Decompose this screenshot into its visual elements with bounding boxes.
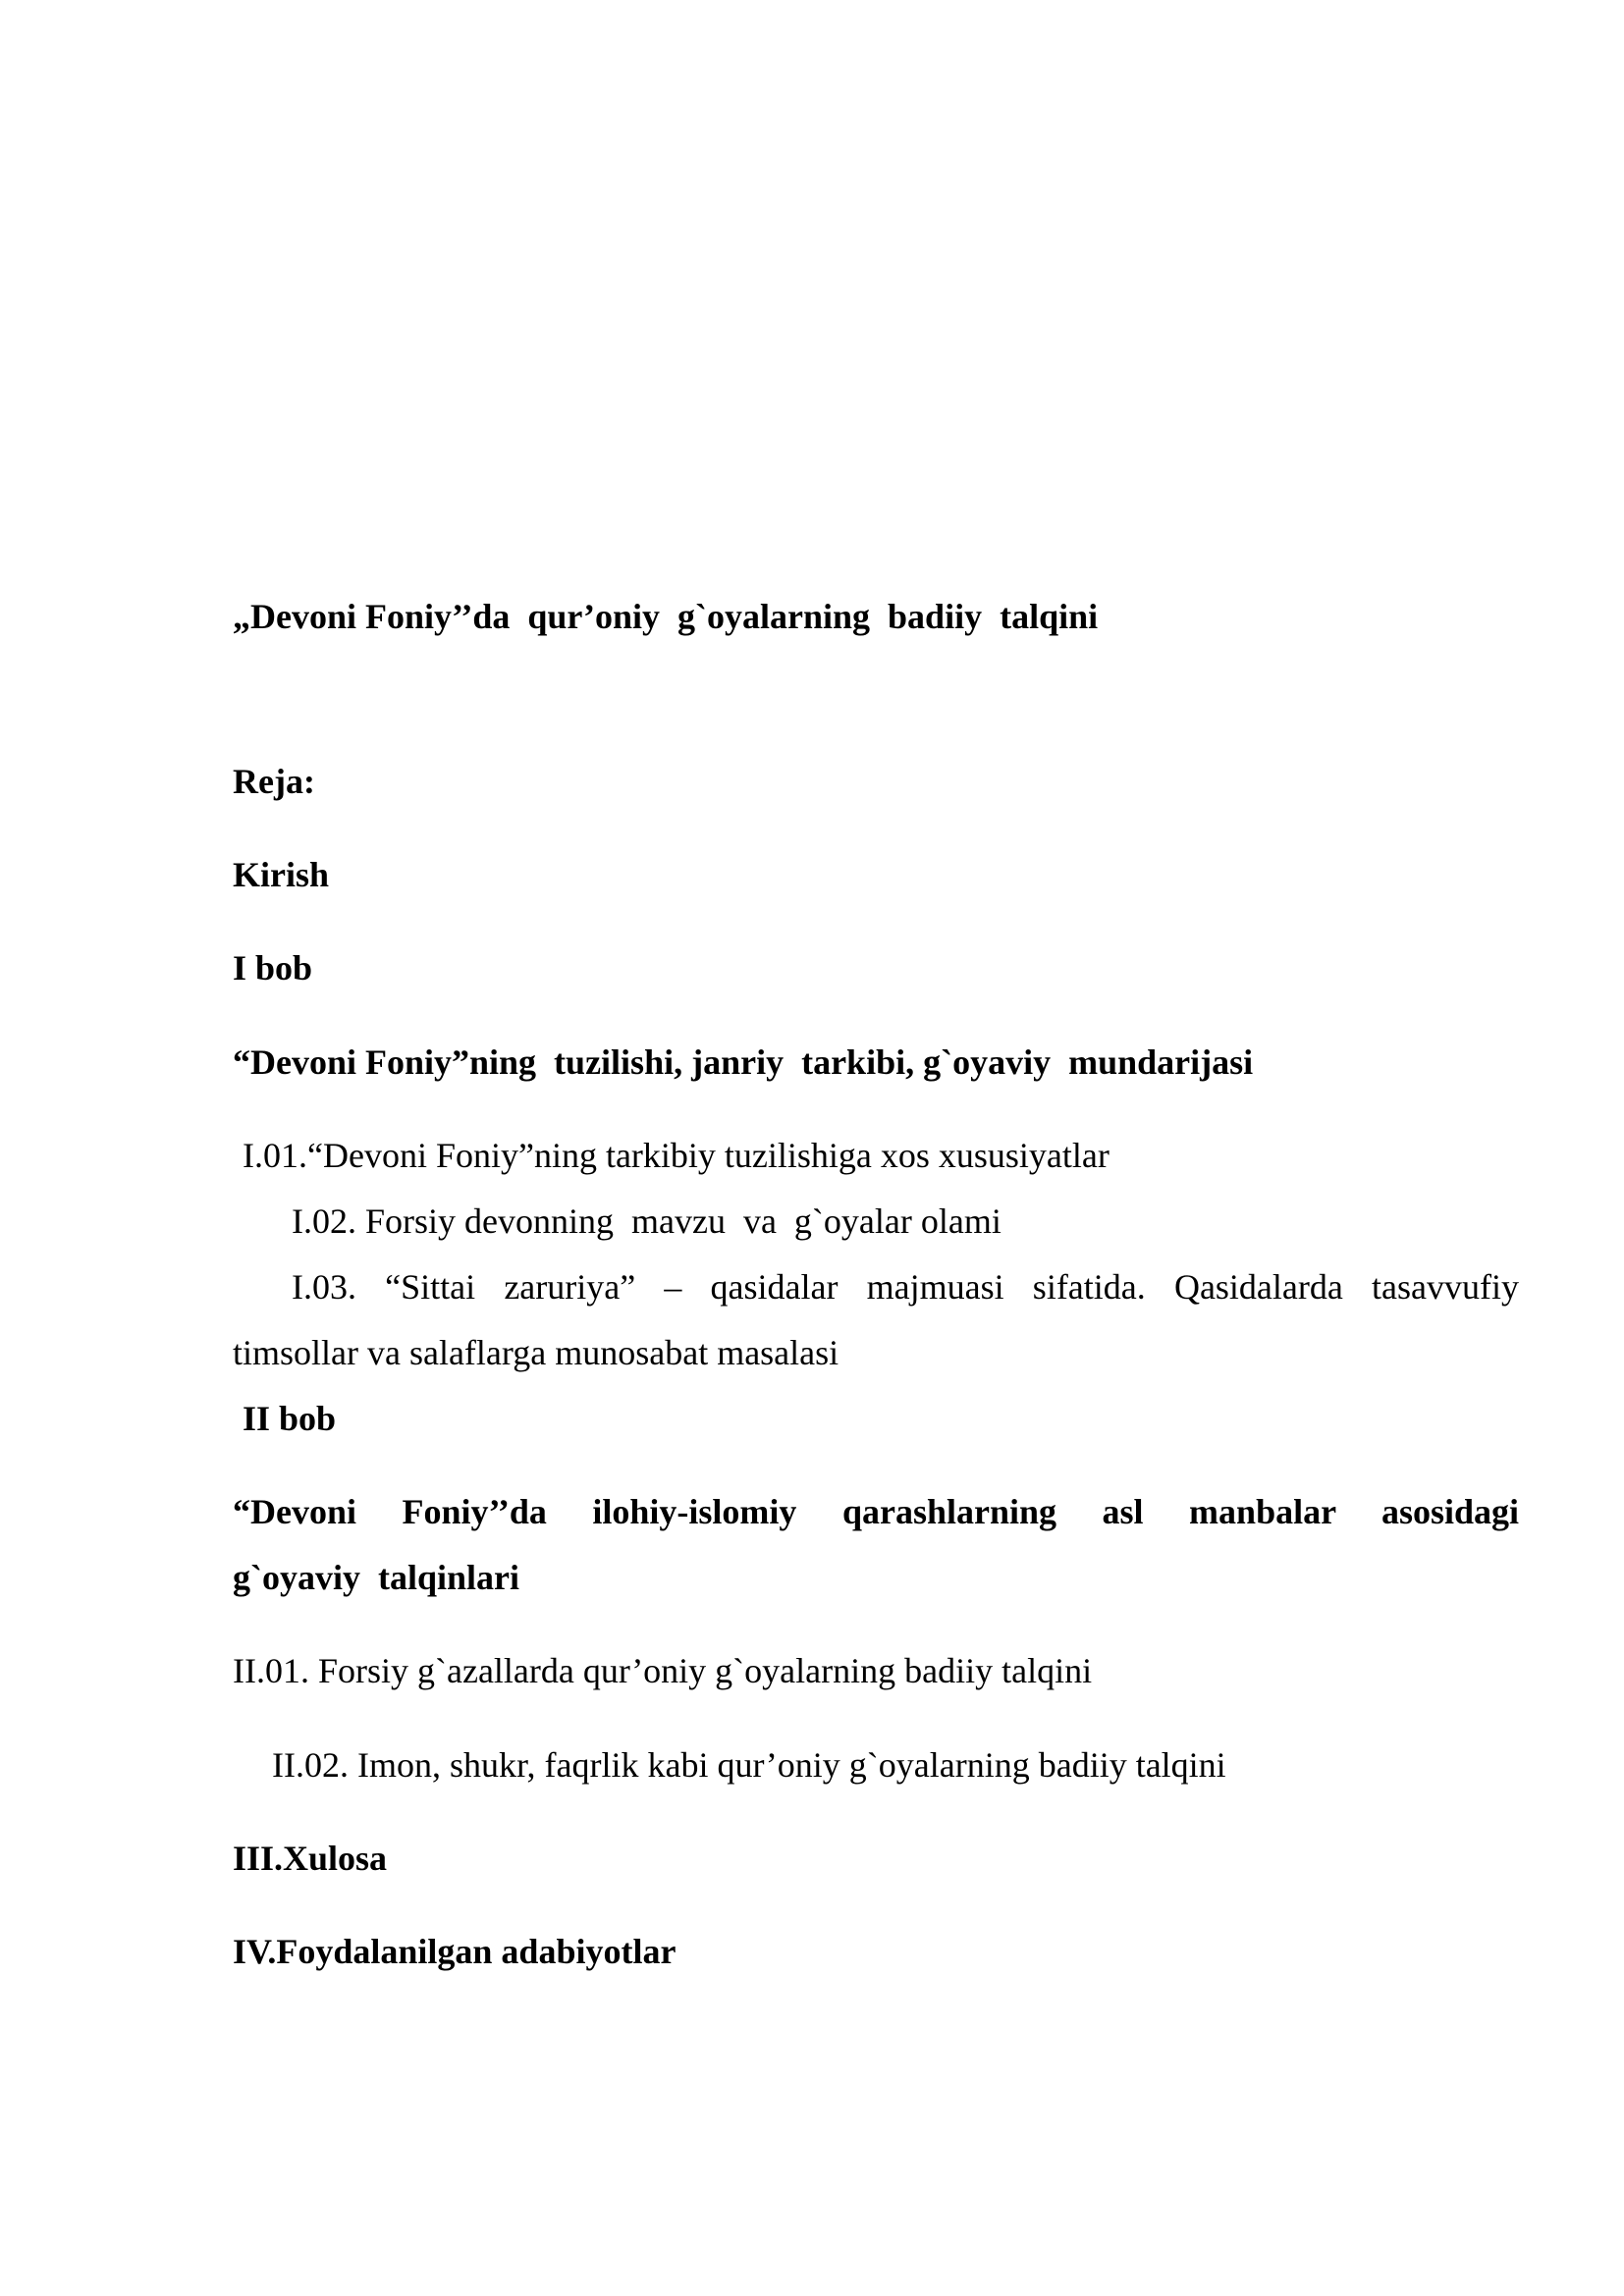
intro-heading: Kirish xyxy=(233,855,330,894)
chapter1-item-3: I.03. “Sittai zaruriya” – qasidalar majmuasi sifatida. Qasidalarda tasavvufiy xyxy=(292,1267,1519,1307)
plan-label: Reja: xyxy=(233,762,315,801)
chapter2-heading-line1: “Devoni Foniy’’da ilohiy-islomiy qarashlarning asl manbalar asosidagi xyxy=(233,1492,1519,1531)
chapter1-heading: “Devoni Foniy”ning tuzilishi, janriy tarkibi, g`oyaviy mundarijasi xyxy=(233,1042,1254,1082)
chapter1-item-2: I.02. Forsiy devonning mavzu va g`oyalar olami xyxy=(292,1201,1001,1241)
chapter1-label: I bob xyxy=(233,948,313,988)
chapter1-item-1: I.01.“Devoni Foniy”ning tarkibiy tuzilishiga xos xususiyatlar xyxy=(243,1136,1110,1175)
conclusion-heading: III.Xulosa xyxy=(233,1839,388,1878)
chapter2-item-2: II.02. Imon, shukr, faqrlik kabi qur’oniy g`oyalarning badiiy talqini xyxy=(272,1745,1226,1785)
references-heading: IV.Foydalanilgan adabiyotlar xyxy=(233,1932,677,1971)
chapter1-item-3-continued: timsollar va salaflarga munosabat masalasi xyxy=(233,1333,839,1372)
chapter2-item-1: II.01. Forsiy g`azallarda qur’oniy g`oyalarning badiiy talqini xyxy=(233,1651,1093,1690)
chapter2-heading-line2: g`oyaviy talqinlari xyxy=(233,1558,520,1597)
document-title: „Devoni Foniy’’da qur’oniy g`oyalarning badiiy talqini xyxy=(233,597,1099,636)
chapter2-label: II bob xyxy=(243,1399,337,1438)
